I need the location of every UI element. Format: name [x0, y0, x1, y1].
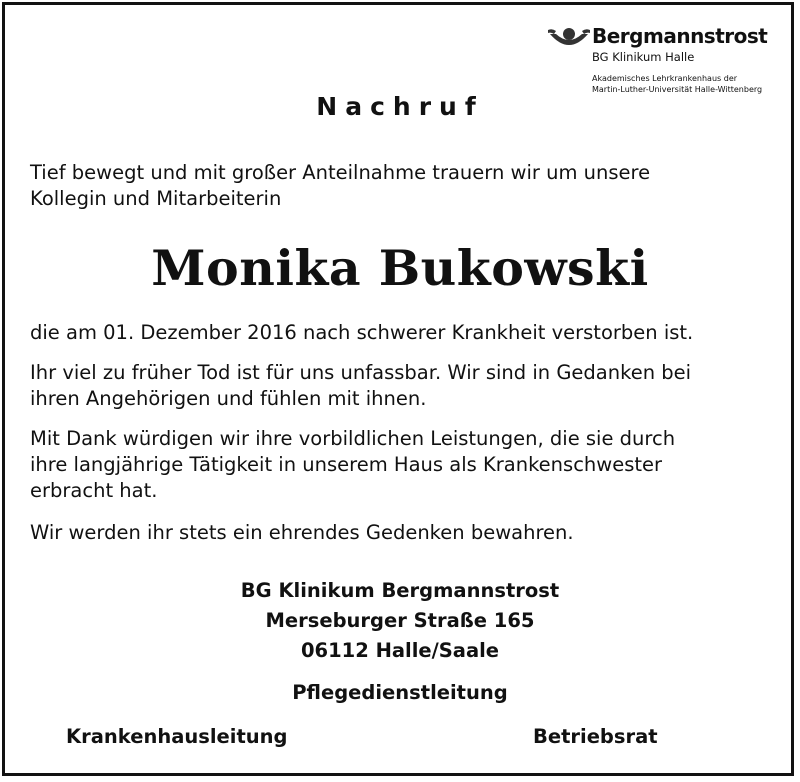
- sender-name: BG Klinikum Bergmannstrost: [240, 579, 560, 602]
- body-line: ihre langjährige Tätigkeit in unserem Haus als Krankenschwester: [30, 453, 663, 476]
- logo-note-line: Martin-Luther-Universität Halle-Wittenberg: [592, 84, 763, 94]
- signature-pflegedienstleitung: Pflegedienstleitung: [292, 681, 508, 704]
- body-line: Mit Dank würdigen wir ihre vorbildlichen Leistungen, die sie durch: [30, 427, 676, 450]
- signature-betriebsrat: Betriebsrat: [533, 725, 658, 748]
- body-line: erbracht hat.: [30, 479, 158, 502]
- notice-heading: Nachruf: [316, 92, 484, 121]
- body-line: die am 01. Dezember 2016 nach schwerer Krankheit verstorben ist.: [30, 321, 694, 344]
- hospital-logo: [548, 22, 778, 102]
- logo-note-line: Akademisches Lehrkrankenhaus der: [592, 74, 738, 83]
- intro-line: Tief bewegt und mit großer Anteilnahme trauern wir um unsere: [30, 161, 651, 184]
- deceased-name: Monika Bukowski: [151, 239, 649, 297]
- logo-subtitle: BG Klinikum Halle: [592, 50, 695, 64]
- body-line: Ihr viel zu früher Tod ist für uns unfassbar. Wir sind in Gedanken bei: [30, 361, 692, 384]
- bergmannstrost-logo-icon: [548, 26, 590, 54]
- signature-krankenhausleitung: Krankenhausleitung: [66, 725, 288, 748]
- sender-city: 06112 Halle/Saale: [300, 639, 500, 662]
- logo-name: Bergmannstrost: [592, 24, 768, 48]
- body-line: Wir werden ihr stets ein ehrendes Gedenken bewahren.: [30, 521, 574, 544]
- body-line: ihren Angehörigen und fühlen mit ihnen.: [30, 387, 427, 410]
- intro-line: Kollegin und Mitarbeiterin: [30, 187, 282, 210]
- sender-street: Merseburger Straße 165: [265, 609, 535, 632]
